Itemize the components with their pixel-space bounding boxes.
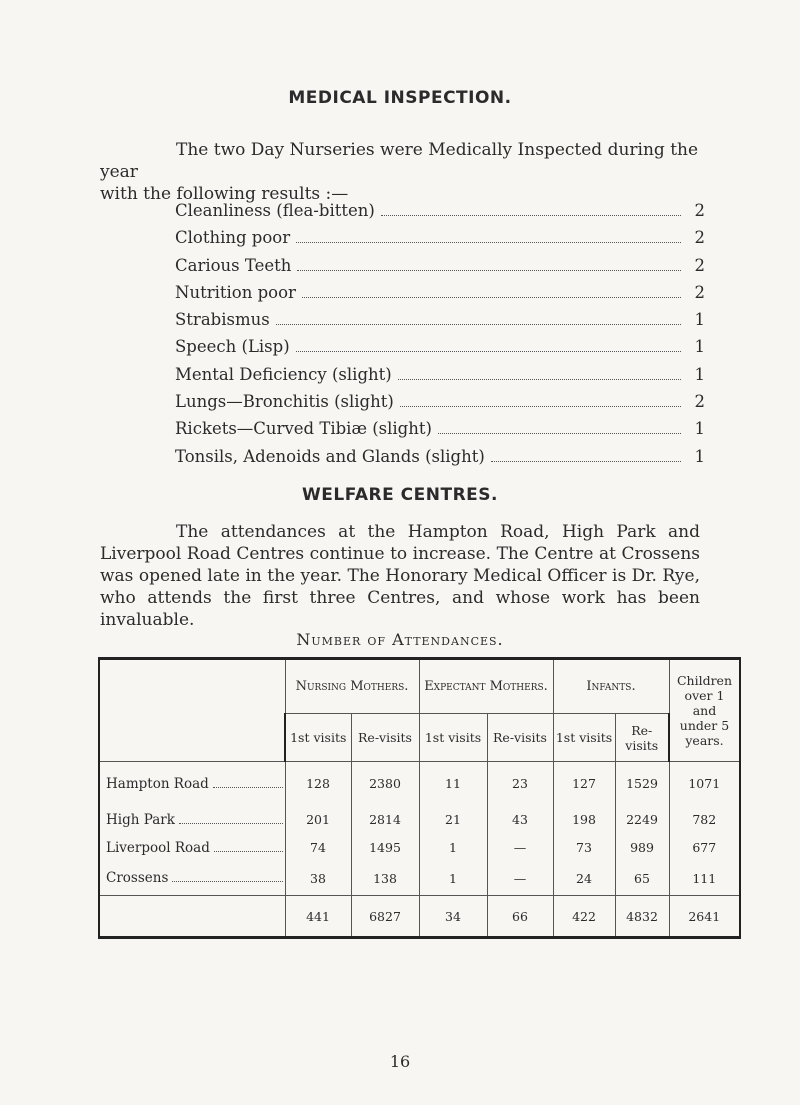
table-cell: 782 <box>669 806 740 834</box>
place-label: High Park <box>106 811 175 828</box>
total-cell: 4832 <box>615 896 669 938</box>
total-cell: 6827 <box>351 896 419 938</box>
result-value: 1 <box>694 337 705 357</box>
place-label: Liverpool Road <box>106 839 210 856</box>
list-item <box>175 228 705 255</box>
table-row <box>99 834 740 862</box>
table-cell: 128 <box>285 762 351 806</box>
table-cell: 201 <box>285 806 351 834</box>
dot-leader <box>398 379 681 380</box>
header-expectant-mothers: Expectant Mothers. <box>419 659 553 714</box>
table-row <box>99 762 740 806</box>
subheader-1st-visits: 1st visits <box>285 714 351 762</box>
intro-paragraph <box>100 139 700 205</box>
table-cell: 111 <box>669 862 740 896</box>
table-cell: 198 <box>553 806 615 834</box>
table-cell: 21 <box>419 806 487 834</box>
dot-leader <box>296 242 681 243</box>
header-children: Children over 1 and under 5 years. <box>669 659 740 762</box>
total-cell: 422 <box>553 896 615 938</box>
result-label: Cleanliness (flea-bitten) <box>175 201 375 220</box>
table-cell: 2814 <box>351 806 419 834</box>
header-nursing-mothers: Nursing Mothers. <box>285 659 419 714</box>
table-total-row <box>99 896 740 938</box>
result-value: 1 <box>694 364 705 384</box>
place-name <box>99 862 285 896</box>
table-cell: — <box>487 862 553 896</box>
table-cell: 127 <box>553 762 615 806</box>
result-value: 2 <box>694 201 705 220</box>
table-cell: 2380 <box>351 762 419 806</box>
list-item <box>175 419 705 446</box>
table-cell: 74 <box>285 834 351 862</box>
attendance-table <box>98 657 741 939</box>
list-item <box>175 447 705 474</box>
dot-leader <box>491 461 681 462</box>
welfare-text: The attendances at the Hampton Road, High Park and Liverpool Road Centres continue to increase. The Centre at Crossens was opened late in the year. The Honorary Medical Officer is Dr. Rye, who attends the first three Centres, and whose work has been invaluable. <box>100 522 700 630</box>
intro-line-1: The two Day Nurseries were Medically Inspected during the year <box>100 140 699 182</box>
result-value: 2 <box>694 255 705 275</box>
dot-leader <box>214 851 283 852</box>
result-value: 1 <box>694 419 705 439</box>
total-cell: 66 <box>487 896 553 938</box>
list-item <box>175 365 705 392</box>
dot-leader <box>302 297 681 298</box>
dot-leader <box>172 881 283 882</box>
table-cell: 1 <box>419 834 487 862</box>
table-row <box>99 806 740 834</box>
page-number: 16 <box>389 1052 411 1071</box>
intro-line-2: with the following results :— <box>100 184 349 204</box>
dot-leader <box>296 351 681 352</box>
subheader-re-visits: Re-visits <box>351 714 419 762</box>
result-label: Mental Deficiency (slight) <box>175 364 392 384</box>
place-name <box>99 762 285 806</box>
result-label: Speech (Lisp) <box>175 337 290 357</box>
table-cell: 1495 <box>351 834 419 862</box>
place-label: Crossens <box>106 870 169 887</box>
result-label: Nutrition poor <box>175 282 296 302</box>
subheader-re-visits: Re-visits <box>615 714 669 762</box>
blank-total-label <box>99 896 285 938</box>
result-label: Clothing poor <box>175 228 291 248</box>
list-item <box>175 337 705 364</box>
dot-leader <box>381 215 681 216</box>
result-label: Carious Teeth <box>175 255 292 275</box>
place-label: Hampton Road <box>106 775 209 792</box>
result-label: Lungs—Bronchitis (slight) <box>175 392 394 412</box>
table-cell: 38 <box>285 862 351 896</box>
table-cell: 1529 <box>615 762 669 806</box>
dot-leader <box>400 406 681 407</box>
table-header-row <box>99 659 740 714</box>
subheader-1st-visits: 1st visits <box>419 714 487 762</box>
dot-leader <box>213 787 283 788</box>
table-cell: 24 <box>553 862 615 896</box>
subheader-re-visits: Re-visits <box>487 714 553 762</box>
welfare-title: WELFARE CENTRES. <box>302 485 498 505</box>
total-cell: 2641 <box>669 896 740 938</box>
table-cell: 43 <box>487 806 553 834</box>
table-cell: 677 <box>669 834 740 862</box>
table-row <box>99 862 740 896</box>
table-cell: 65 <box>615 862 669 896</box>
list-item <box>175 201 705 228</box>
welfare-paragraph <box>100 521 700 631</box>
dot-leader <box>438 433 681 434</box>
header-infants: Infants. <box>553 659 669 714</box>
subheader-1st-visits: 1st visits <box>553 714 615 762</box>
result-value: 1 <box>694 310 705 330</box>
result-value: 2 <box>694 392 705 412</box>
result-value: 2 <box>694 228 705 248</box>
list-item <box>175 310 705 337</box>
place-name <box>99 834 285 862</box>
list-item <box>175 283 705 310</box>
result-value: 1 <box>694 446 705 466</box>
blank-header-cell <box>99 659 285 762</box>
place-name <box>99 806 285 834</box>
inspection-results-list <box>175 201 705 474</box>
table-cell: 23 <box>487 762 553 806</box>
result-label: Strabismus <box>175 310 270 330</box>
dot-leader <box>276 324 681 325</box>
table-cell: 2249 <box>615 806 669 834</box>
result-value: 2 <box>694 282 705 302</box>
result-label: Tonsils, Adenoids and Glands (slight) <box>175 446 485 466</box>
table-title: Number of Attendances. <box>296 630 504 649</box>
list-item <box>175 256 705 283</box>
total-cell: 34 <box>419 896 487 938</box>
dot-leader <box>179 823 283 824</box>
table-cell: 138 <box>351 862 419 896</box>
table-cell: 989 <box>615 834 669 862</box>
section-title: MEDICAL INSPECTION. <box>288 88 512 108</box>
table-cell: — <box>487 834 553 862</box>
dot-leader <box>297 270 681 271</box>
total-cell: 441 <box>285 896 351 938</box>
table-cell: 73 <box>553 834 615 862</box>
table-cell: 1071 <box>669 762 740 806</box>
result-label: Rickets—Curved Tibiæ (slight) <box>175 419 432 439</box>
table-cell: 11 <box>419 762 487 806</box>
table-cell: 1 <box>419 862 487 896</box>
list-item <box>175 392 705 419</box>
